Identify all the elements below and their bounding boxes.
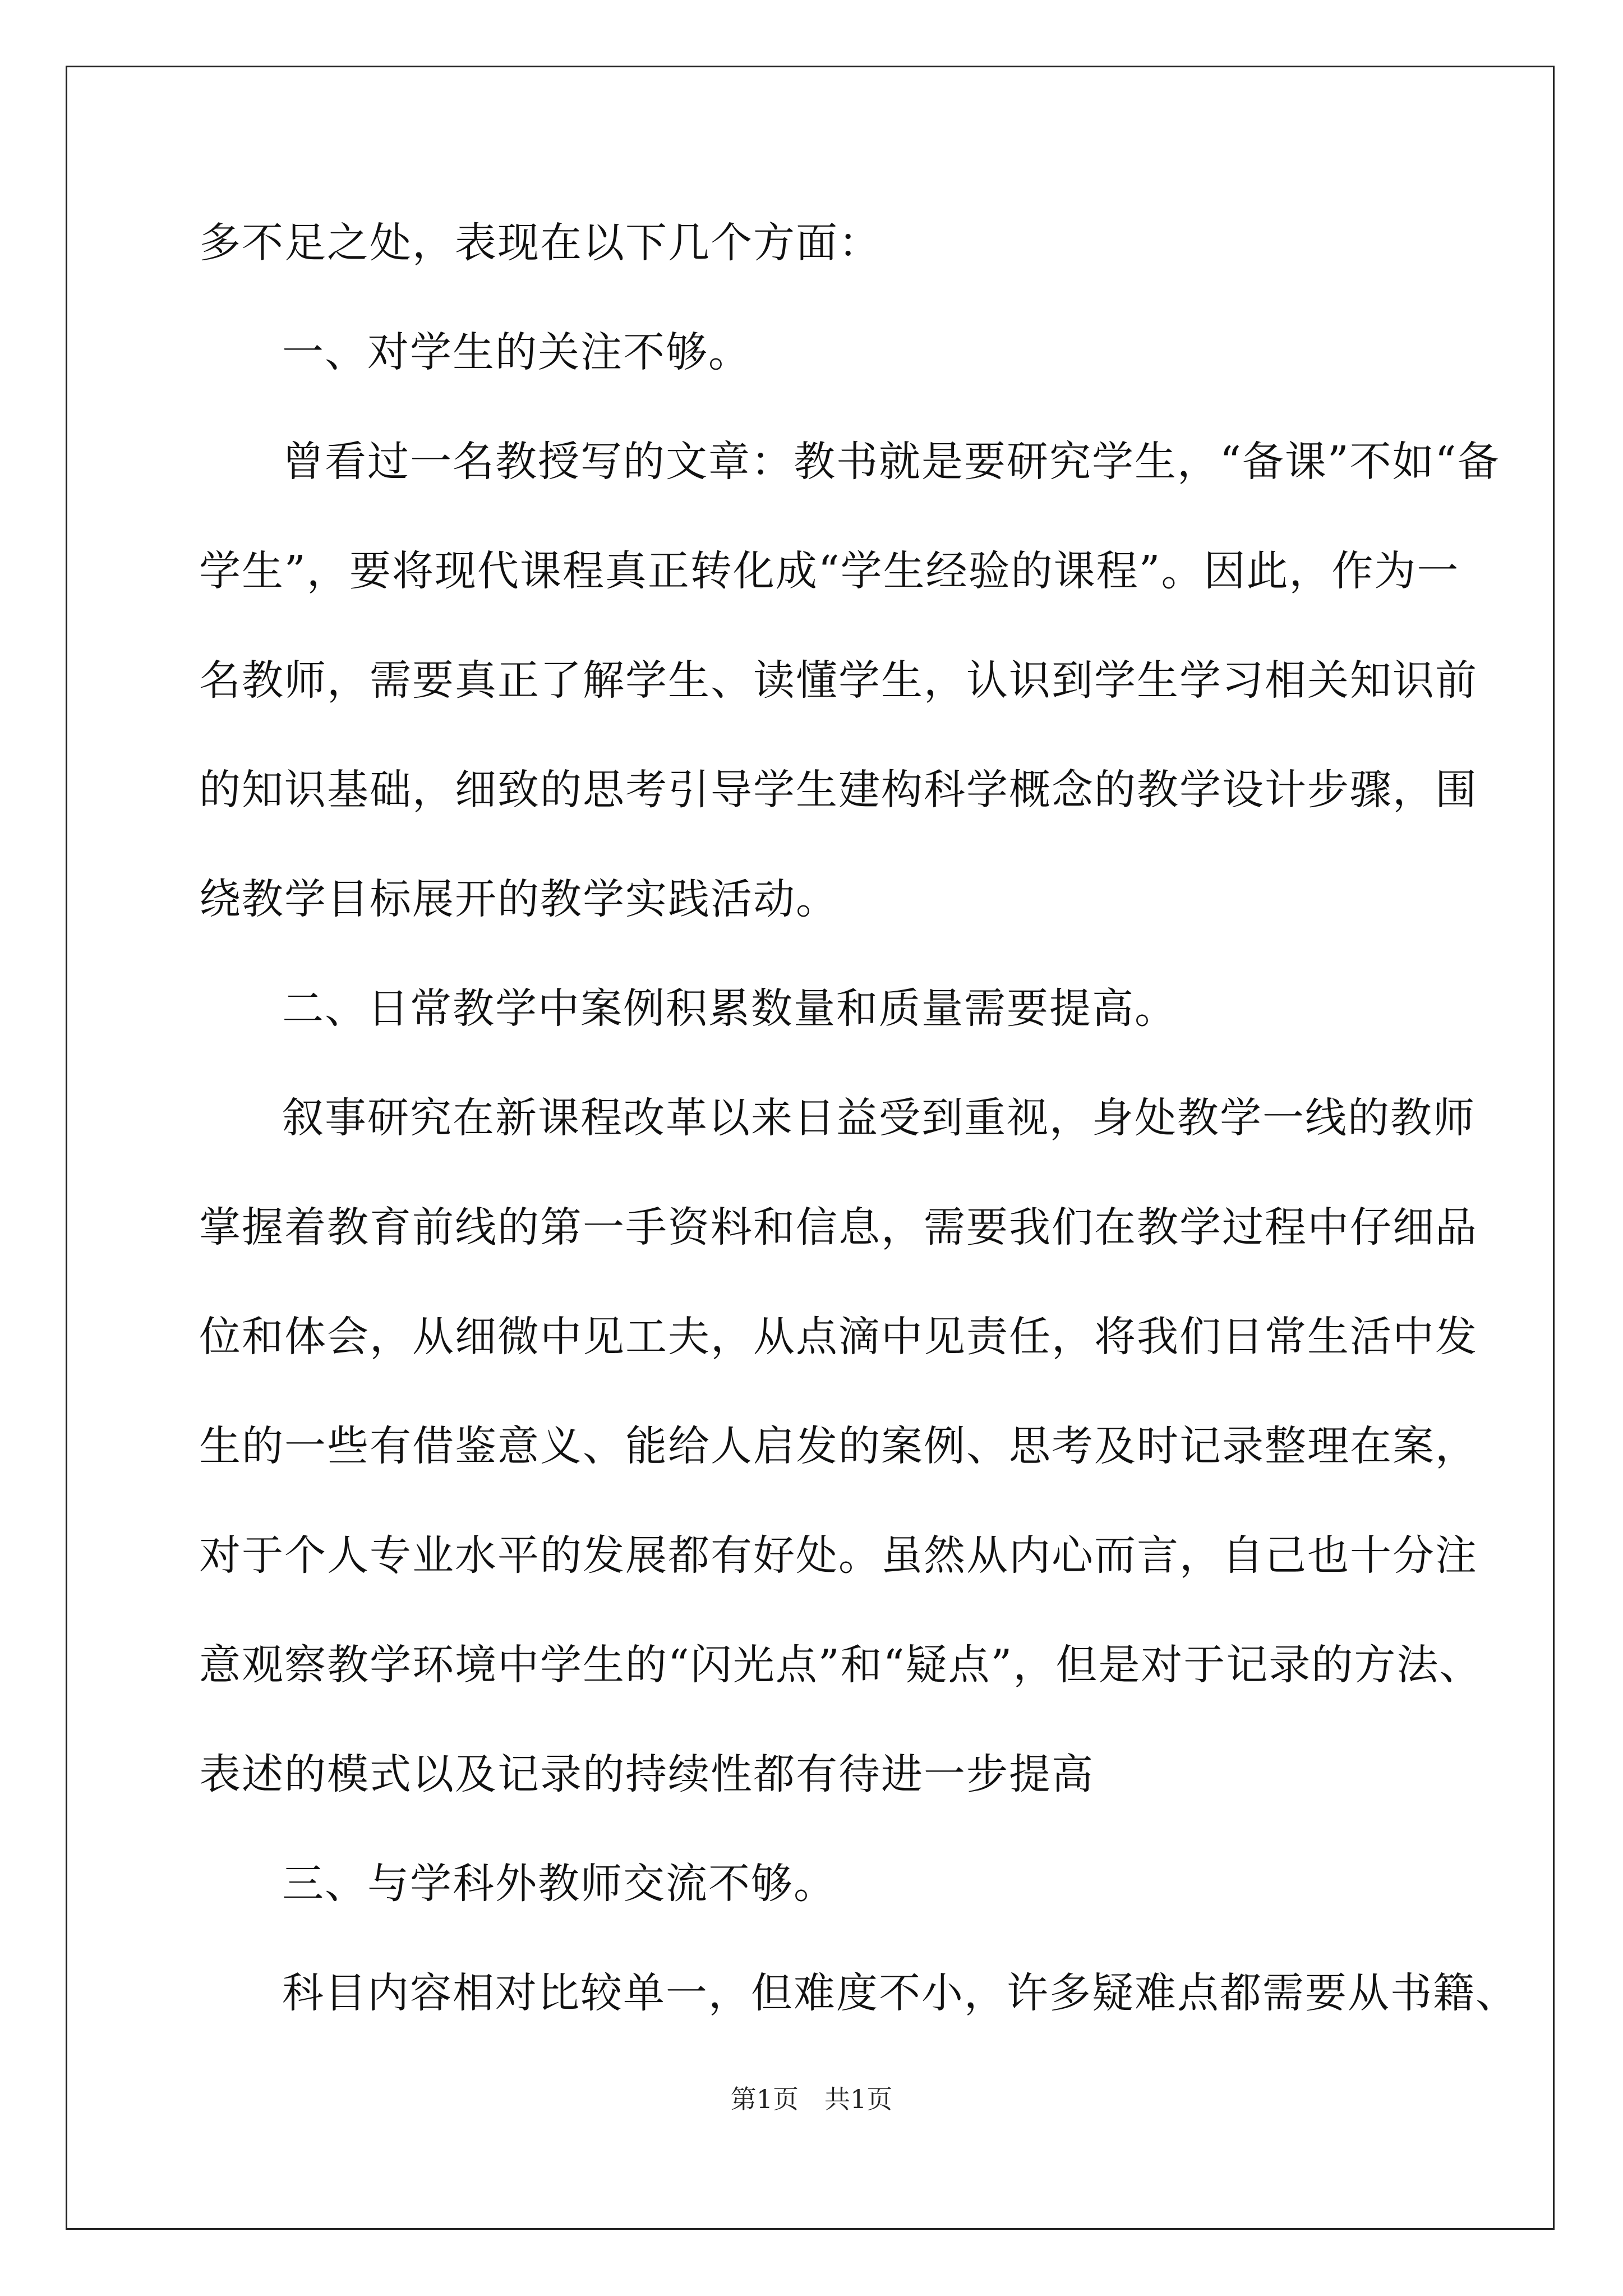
text-line: 绕教学目标展开的教学实践活动。 — [199, 875, 838, 923]
text-line: 的知识基础，细致的思考引导学生建构科学概念的教学设计步骤，围 — [199, 766, 1478, 814]
section-heading-3: 三、与学科外教师交流不够。 — [282, 1860, 836, 1908]
text-line: 科目内容相对比较单一，但难度不小，许多疑难点都需要从书籍、 — [282, 1969, 1518, 2017]
text-line: 对于个人专业水平的发展都有好处。虽然从内心而言，自己也十分注 — [199, 1531, 1478, 1580]
text-line: 生的一些有借鉴意义、能给人启发的案例、思考及时记录整理在案， — [199, 1422, 1478, 1470]
text-line: 多不足之处，表现在以下几个方面： — [199, 219, 881, 267]
text-line: 叙事研究在新课程改革以来日益受到重视，身处教学一线的教师 — [282, 1094, 1476, 1142]
text-line: 曾看过一名教授写的文章：教书就是要研究学生，“备课”不如“备 — [282, 438, 1500, 486]
text-line: 掌握着教育前线的第一手资料和信息，需要我们在教学过程中仔细品 — [199, 1203, 1478, 1251]
section-heading-2: 二、日常教学中案例积累数量和质量需要提高。 — [282, 984, 1177, 1033]
text-line: 学生”，要将现代课程真正转化成“学生经验的课程”。因此，作为一 — [199, 547, 1460, 595]
page-number-footer: 第1页 共1页 — [730, 2084, 893, 2114]
text-line: 位和体会，从细微中见工夫，从点滴中见责任，将我们日常生活中发 — [199, 1313, 1478, 1361]
text-line: 意观察教学环境中学生的“闪光点”和“疑点”，但是对于记录的方法、 — [199, 1641, 1482, 1689]
section-heading-1: 一、对学生的关注不够。 — [282, 328, 751, 376]
text-line: 表述的模式以及记录的持续性都有待进一步提高 — [199, 1750, 1094, 1798]
text-line: 名教师，需要真正了解学生、读懂学生，认识到学生学习相关知识前 — [199, 656, 1478, 705]
